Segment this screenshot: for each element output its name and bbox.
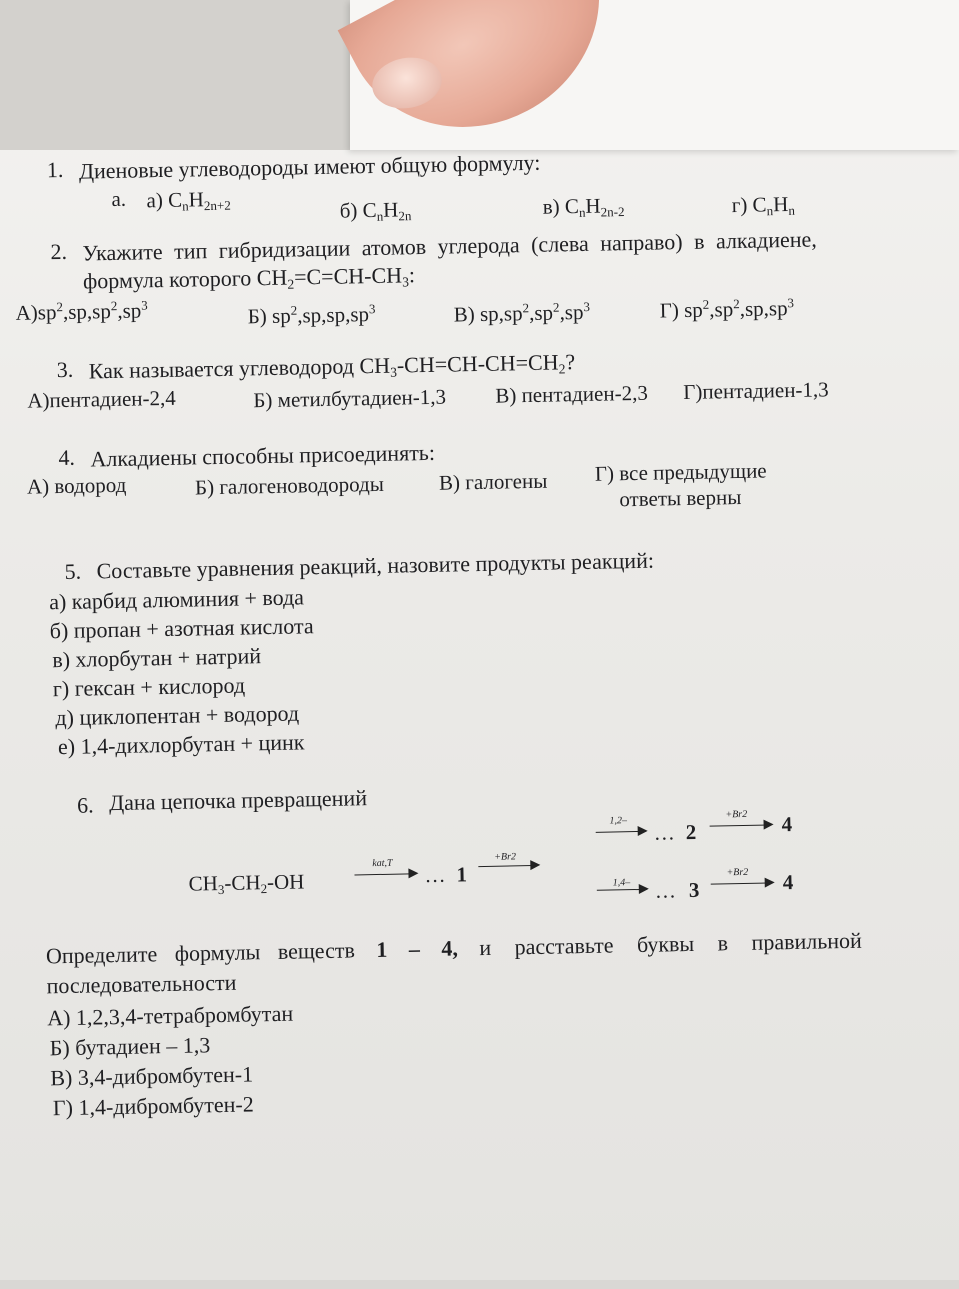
q3-option-a: А)пентадиен-2,4 — [27, 385, 176, 413]
q6-task-line1: Определите формулы веществ 1 – 4, и расставьте буквы в правильной — [45, 927, 863, 969]
q6-text: Дана цепочка превращений — [108, 785, 368, 816]
q1-text: Диеновые углеводороды имеют общую формулу: — [78, 149, 541, 184]
q3-option-d: Г)пентадиен-1,3 — [683, 377, 829, 405]
q4-number: 4. — [58, 444, 76, 471]
q6-item: Г) 1,4-дибромбутен-2 — [52, 1091, 254, 1121]
q1-number: 1. — [46, 156, 64, 183]
reaction-dots-1: … — [424, 862, 446, 888]
q5-text: Составьте уравнения реакций, назовите продукты реакций: — [96, 547, 655, 584]
q2-number: 2. — [50, 238, 68, 265]
q4-option-d-line2: ответы верны — [619, 484, 742, 512]
arrow-label-br2: +Br2 — [725, 808, 748, 821]
q2-option-a: $А)sp^2,sp,sp^2,sp^3$ — [15, 297, 148, 325]
reaction-product-4b: 4 — [782, 870, 794, 895]
q3-text: Как называется углеводород $CH_3-CH=CH-CH=CH_2$? — [88, 349, 576, 384]
q1-option-d: г) $C_nH_n$ — [731, 192, 796, 219]
q1-option-a: а) $C_nH_{2n+2}$ — [146, 187, 231, 214]
arrow-label-14: 1,4– — [612, 877, 631, 889]
arrow-label-12: 1,2– — [609, 815, 628, 827]
reaction-arrow — [597, 889, 647, 891]
reaction-dots-2: … — [653, 820, 675, 845]
q4-option-b: Б) галогеноводороды — [194, 471, 385, 500]
reaction-start: $CH_3-CH_2-OH$ — [188, 869, 305, 897]
q6-number: 6. — [76, 792, 94, 818]
q1-option-c: в) $C_nH_{2n-2}$ — [542, 193, 625, 220]
q3-option-b: Б) метилбутадиен-1,3 — [253, 384, 447, 413]
q3-option-c: В) пентадиен-2,3 — [495, 380, 649, 408]
q4-text: Алкадиены способны присоединять: — [90, 439, 436, 472]
arrow-label-br2: +Br2 — [494, 851, 517, 863]
q1-prefix: а. — [111, 186, 127, 211]
q6-item: Б) бутадиен – 1,3 — [49, 1032, 211, 1061]
q5-item: в) хлорбутан + натрий — [52, 643, 262, 673]
q6-task-line2: последовательности — [46, 969, 237, 999]
q6-item: А) 1,2,3,4-тетрабромбутан — [46, 1000, 294, 1031]
q5-item: а) карбид алюминия + вода — [48, 584, 305, 615]
q4-option-a: А) водород — [26, 472, 127, 499]
reaction-product-4: 4 — [781, 812, 793, 837]
reaction-product-2: 2 — [685, 819, 697, 845]
q2-option-b: Б) $sp^2,sp,sp,sp^3$ — [247, 301, 376, 329]
arrow-label-kat: kat,T — [372, 857, 393, 870]
arrow-label-br2: +Br2 — [726, 866, 749, 879]
reaction-arrow — [710, 824, 772, 826]
q5-item: д) циклопентан + водород — [55, 700, 300, 731]
q6-item: В) 3,4-дибромбутен-1 — [50, 1061, 254, 1091]
q5-number: 5. — [64, 558, 82, 584]
q5-item: б) пропан + азотная кислота — [49, 613, 314, 644]
reaction-arrow — [354, 873, 416, 875]
reaction-dots-3: … — [654, 878, 677, 903]
q4-option-c: В) галогены — [438, 468, 548, 495]
reaction-arrow — [596, 831, 646, 833]
q2-option-d: Г) $sp^2,sp^2,sp,sp^3$ — [659, 295, 795, 323]
q5-item: е) 1,4-дихлорбутан + цинк — [57, 729, 305, 760]
q5-item: г) гексан + кислород — [52, 672, 246, 702]
reaction-arrow — [478, 865, 538, 867]
q1-option-b: б) $C_nH_{2n}$ — [339, 197, 412, 224]
q2-text-line2: формула которого $CH_2=C=CH-CH_3$: — [82, 262, 416, 294]
reaction-product-3: 3 — [688, 877, 700, 903]
q3-number: 3. — [56, 356, 74, 383]
q2-text-line1: Укажите тип гибридизации атомов углерода (слева направо) в алкадиене, — [82, 226, 818, 266]
q4-option-d-line1: Г) все предыдущие — [594, 458, 767, 486]
reaction-arrow — [711, 882, 773, 884]
q2-option-c: В) $sp,sp^2,sp^2,sp^3$ — [453, 299, 591, 327]
reaction-product-1: 1 — [456, 862, 468, 887]
